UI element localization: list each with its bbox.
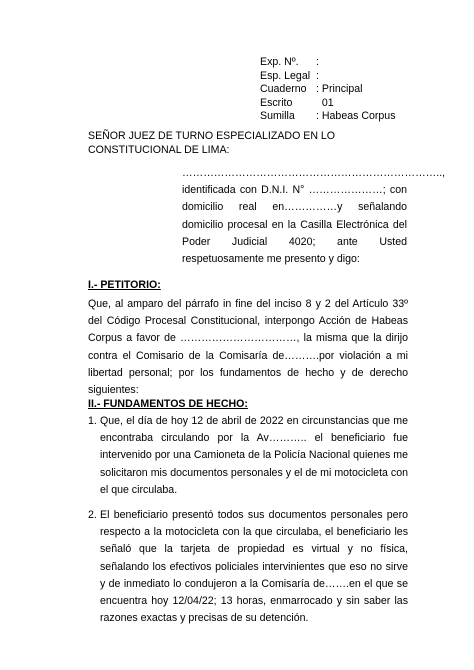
- case-header: [260, 56, 396, 124]
- header-label: Escrito: [260, 96, 293, 109]
- section-title-fundamentos: II.- FUNDAMENTOS DE HECHO:: [88, 398, 248, 410]
- header-value: : Principal: [316, 83, 363, 96]
- header-row-sumilla: [260, 110, 396, 124]
- header-value: 01: [316, 96, 334, 109]
- section-title-petitorio: I.- PETITORIO:: [88, 279, 161, 291]
- list-item: [88, 507, 408, 627]
- header-value: :: [316, 69, 319, 82]
- header-row-cuaderno: [260, 83, 396, 97]
- list-item-text: Que, el día de hoy 12 de abril de 2022 en circunstancias que me encontraba circulando por la Av……….. el beneficiario fue intervenido por una Camioneta de la Policía Nacional quienes me solicitaron mis documentos personales y el de mi motocicleta con el que circulaba.: [100, 415, 408, 496]
- header-label: Sumilla: [260, 110, 295, 123]
- header-label: Esp. Legal: [260, 69, 311, 82]
- header-row-especialista: [260, 70, 396, 84]
- list-item-number: 2.: [88, 509, 97, 522]
- header-row-expediente: [260, 56, 396, 70]
- header-row-escrito: [260, 97, 396, 111]
- header-label: Cuaderno: [260, 83, 307, 96]
- list-item-text: El beneficiario presentó todos sus documentos personales pero respecto a la motocicleta con la que circulaba, el beneficiario les señaló que la tarjeta de propiedad es virtual y no física, señalando los efectivos policiales intervinientes que eso no sirve y de inmediato lo condujeron a la Comisaría de…….en el que se encuentra hoy 12/04/22; 13 horas, enmarrocado y sin saber las razones exactas y precisas de su detención.: [100, 509, 408, 625]
- petitorio-paragraph: Que, al amparo del párrafo in fine del inciso 8 y 2 del Artículo 33º del Código Procesal Constitucional, interpongo Acción de Habeas Corpus a favor de ……………………………, la misma que la dirijo contra el Comisario de la Comisaría de……….por violación a mi libertad personal; por los fundamentos de hecho y de derecho siguientes:: [88, 298, 408, 397]
- facts-list: [88, 413, 408, 635]
- addressee: SEÑOR JUEZ DE TURNO ESPECIALIZADO EN LO CONSTITUCIONAL DE LIMA:: [88, 130, 336, 156]
- header-value: : Habeas Corpus: [316, 110, 396, 123]
- list-item-number: 1.: [88, 415, 97, 427]
- header-value: :: [316, 56, 319, 68]
- header-label: Exp. Nº.: [260, 56, 299, 68]
- intro-paragraph: ……………………………………………………………….., identificada con D.N.I. N° …………………; con domicilio real en……………y señalando domicilio procesal en la Casilla Electrónica del Poder Judicial 4020; ante Usted respetuosamente me presento y digo:: [182, 167, 446, 266]
- list-item: [88, 413, 408, 499]
